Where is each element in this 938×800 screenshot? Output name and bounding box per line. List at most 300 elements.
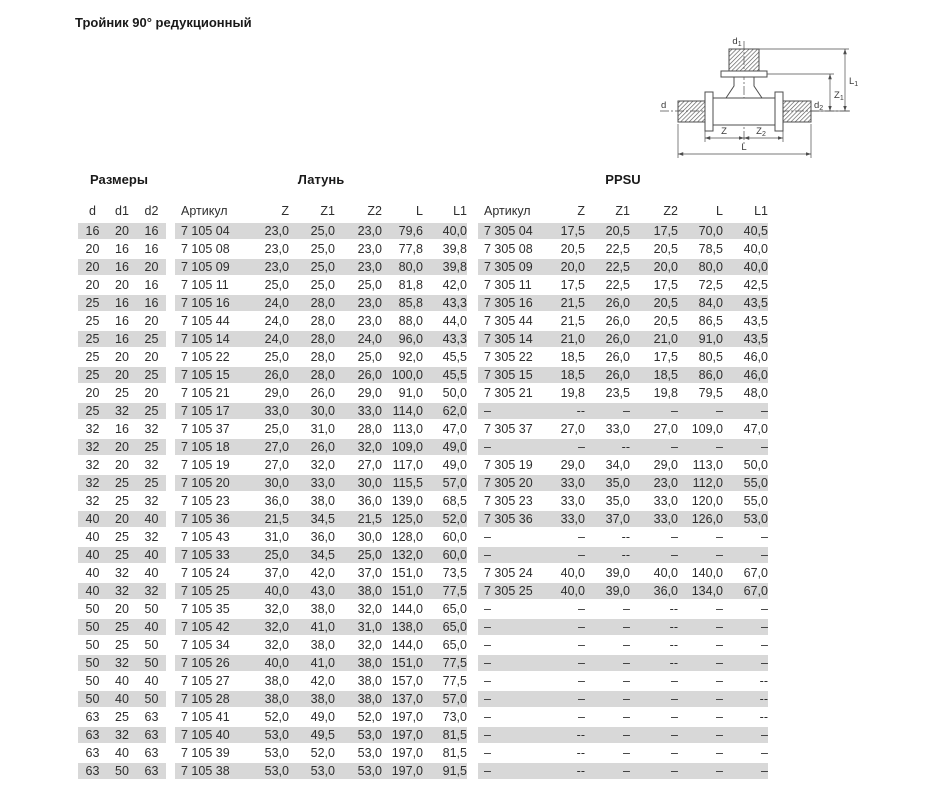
cell: 32 [107, 582, 137, 600]
table-row [78, 510, 166, 528]
cell: 21,5 [548, 294, 585, 312]
cell: 25,0 [289, 240, 335, 258]
cell: 25,0 [253, 546, 289, 564]
table-row [175, 726, 467, 744]
cell: 25 [107, 474, 137, 492]
cell: 57,0 [423, 474, 467, 492]
group-header-brass: Латунь [297, 172, 345, 187]
cell: 63 [78, 708, 107, 726]
label-d1: $d_1$ [732, 36, 742, 48]
cell: 7 105 44 [175, 312, 253, 330]
cell: 32,0 [253, 636, 289, 654]
cell: 25 [137, 438, 166, 456]
cell: 50 [78, 672, 107, 690]
cell: 63 [78, 762, 107, 780]
cell: – [630, 726, 678, 744]
cell: – [630, 744, 678, 762]
cell: 36,0 [335, 492, 382, 510]
cell: 20 [107, 438, 137, 456]
cell: 49,5 [289, 726, 335, 744]
cell: 125,0 [382, 510, 423, 528]
cell: – [585, 708, 630, 726]
cell: 25,0 [335, 546, 382, 564]
table-row [78, 618, 166, 636]
cell: 197,0 [382, 708, 423, 726]
cell: 72,5 [678, 276, 723, 294]
cell: 40 [137, 564, 166, 582]
cell: 77,5 [423, 672, 467, 690]
cell: 7 305 14 [478, 330, 548, 348]
cell: – [548, 528, 585, 546]
cell: 40,0 [723, 258, 768, 276]
table-row [175, 762, 467, 780]
cell: 17,5 [630, 276, 678, 294]
cell: – [678, 672, 723, 690]
table-row [478, 402, 768, 420]
cell: 137,0 [382, 690, 423, 708]
cell: – [585, 744, 630, 762]
label-d2: $d_2$ [814, 100, 824, 112]
cell: 29,0 [253, 384, 289, 402]
table-row [478, 636, 768, 654]
table-row [78, 690, 166, 708]
cell: 50 [137, 690, 166, 708]
cell: – [478, 636, 548, 654]
cell: 81,5 [423, 726, 467, 744]
cell: 88,0 [382, 312, 423, 330]
cell: 85,8 [382, 294, 423, 312]
cell: 25 [137, 366, 166, 384]
cell: 30,0 [253, 474, 289, 492]
cell: 79,6 [382, 223, 423, 240]
cell: 80,5 [678, 348, 723, 366]
column-header: Артикул [181, 204, 228, 218]
cell: 16 [137, 240, 166, 258]
cell: 23,0 [335, 294, 382, 312]
table-row [175, 708, 467, 726]
table-row [175, 672, 467, 690]
table-row [78, 708, 166, 726]
table-row [78, 528, 166, 546]
cell: 32 [137, 456, 166, 474]
cell: – [630, 762, 678, 780]
table-row [175, 402, 467, 420]
table-row [78, 582, 166, 600]
cell: 53,0 [253, 744, 289, 762]
cell: -- [585, 438, 630, 456]
cell: – [678, 600, 723, 618]
table-row [78, 223, 166, 240]
table-row [478, 744, 768, 762]
cell: 91,5 [423, 762, 467, 780]
cell: 81,8 [382, 276, 423, 294]
cell: – [723, 600, 768, 618]
cell: 23,0 [335, 312, 382, 330]
cell: 7 305 08 [478, 240, 548, 258]
cell: 7 105 17 [175, 402, 253, 420]
column-header: Z1 [320, 204, 335, 218]
table-row [478, 708, 768, 726]
cell: – [723, 618, 768, 636]
cell: 81,5 [423, 744, 467, 762]
cell: 20 [107, 456, 137, 474]
cell: 68,5 [423, 492, 467, 510]
cell: 25 [78, 348, 107, 366]
cell: 39,8 [423, 258, 467, 276]
cell: 21,5 [548, 312, 585, 330]
table-row [478, 618, 768, 636]
cell: – [723, 546, 768, 564]
cell: -- [548, 762, 585, 780]
cell: – [723, 636, 768, 654]
cell: 24,0 [335, 330, 382, 348]
cell: 25 [78, 312, 107, 330]
cell: 20 [78, 384, 107, 402]
cell: 65,0 [423, 636, 467, 654]
cell: 40 [78, 582, 107, 600]
table-row [175, 223, 467, 240]
cell: 21,0 [630, 330, 678, 348]
cell: 32 [107, 726, 137, 744]
group-header-ppsu: PPSU [605, 172, 641, 187]
table-row [478, 726, 768, 744]
cell: 23,0 [335, 240, 382, 258]
header-row [478, 194, 768, 223]
cell: 33,0 [548, 492, 585, 510]
cell: 7 305 37 [478, 420, 548, 438]
table-row [478, 258, 768, 276]
cell: – [478, 690, 548, 708]
cell: – [630, 528, 678, 546]
cell: 7 305 24 [478, 564, 548, 582]
cell: -- [630, 636, 678, 654]
table-row [78, 474, 166, 492]
cell: 53,0 [253, 726, 289, 744]
cell: 63 [137, 744, 166, 762]
cell: 28,0 [289, 330, 335, 348]
cell: 7 105 41 [175, 708, 253, 726]
cell: 20 [137, 312, 166, 330]
table-row [478, 420, 768, 438]
cell: 20 [78, 276, 107, 294]
cell: 40,5 [723, 223, 768, 240]
cell: 40 [137, 672, 166, 690]
cell: 40,0 [723, 240, 768, 258]
cell: 26,0 [335, 366, 382, 384]
label-z1: $Z_1$ [834, 90, 844, 102]
cell: 109,0 [382, 438, 423, 456]
cell: 73,0 [423, 708, 467, 726]
cell: 49,0 [423, 438, 467, 456]
cell: – [478, 528, 548, 546]
cell: 63 [137, 726, 166, 744]
cell: 151,0 [382, 582, 423, 600]
cell: 16 [107, 240, 137, 258]
cell: 112,0 [678, 474, 723, 492]
cell: 43,5 [723, 312, 768, 330]
cell: 20 [107, 600, 137, 618]
cell: 25,0 [289, 223, 335, 240]
cell: 25 [78, 294, 107, 312]
cell: 45,5 [423, 348, 467, 366]
cell: -- [585, 546, 630, 564]
cell: 77,8 [382, 240, 423, 258]
cell: 22,5 [585, 258, 630, 276]
cell: – [723, 438, 768, 456]
cell: 40 [137, 546, 166, 564]
table-row [478, 456, 768, 474]
cell: 38,0 [335, 690, 382, 708]
cell: 7 105 20 [175, 474, 253, 492]
table-row [78, 258, 166, 276]
table-row [78, 240, 166, 258]
cell: 7 105 38 [175, 762, 253, 780]
table-row [78, 744, 166, 762]
cell: 7 305 16 [478, 294, 548, 312]
cell: 65,0 [423, 618, 467, 636]
cell: 16 [78, 223, 107, 240]
cell: 16 [107, 420, 137, 438]
table-row [478, 672, 768, 690]
cell: 7 105 39 [175, 744, 253, 762]
table-row [78, 456, 166, 474]
cell: 7 305 04 [478, 223, 548, 240]
cell: 7 105 21 [175, 384, 253, 402]
cell: -- [630, 618, 678, 636]
cell: 26,0 [585, 312, 630, 330]
cell: 27,0 [253, 456, 289, 474]
cell: 55,0 [723, 474, 768, 492]
cell: 25 [78, 330, 107, 348]
cell: 50 [78, 618, 107, 636]
cell: 50 [78, 654, 107, 672]
table-row [175, 294, 467, 312]
cell: 7 105 28 [175, 690, 253, 708]
cell: – [630, 708, 678, 726]
cell: – [585, 690, 630, 708]
cell: – [678, 546, 723, 564]
cell: 29,0 [630, 456, 678, 474]
cell: 20,0 [548, 258, 585, 276]
cell: 7 305 11 [478, 276, 548, 294]
cell: 23,0 [253, 240, 289, 258]
cell: 40 [107, 672, 137, 690]
column-header: Z1 [615, 204, 630, 218]
cell: 26,0 [289, 438, 335, 456]
cell: 53,0 [335, 762, 382, 780]
cell: 20 [107, 223, 137, 240]
cell: 20,5 [630, 294, 678, 312]
cell: 42,0 [423, 276, 467, 294]
cell: 29,0 [335, 384, 382, 402]
cell: 32 [137, 492, 166, 510]
cell: 67,0 [723, 582, 768, 600]
cell: 24,0 [253, 330, 289, 348]
sizes-table [78, 194, 166, 781]
cell: 126,0 [678, 510, 723, 528]
cell: 38,0 [289, 636, 335, 654]
cell: 32,0 [253, 600, 289, 618]
cell: 113,0 [678, 456, 723, 474]
cell: 27,0 [548, 420, 585, 438]
cell: -- [723, 690, 768, 708]
cell: 52,0 [289, 744, 335, 762]
table-row [78, 600, 166, 618]
table-row [175, 456, 467, 474]
table-row [478, 600, 768, 618]
table-row [478, 492, 768, 510]
cell: 114,0 [382, 402, 423, 420]
table-row [478, 366, 768, 384]
table-row [78, 276, 166, 294]
table-row [175, 384, 467, 402]
cell: – [678, 438, 723, 456]
cell: 40,0 [253, 654, 289, 672]
table-row [175, 546, 467, 564]
cell: 19,8 [548, 384, 585, 402]
cell: – [585, 618, 630, 636]
table-row [478, 276, 768, 294]
cell: 91,0 [382, 384, 423, 402]
cell: – [478, 402, 548, 420]
cell: 27,0 [253, 438, 289, 456]
cell: 78,5 [678, 240, 723, 258]
cell: 40,0 [548, 564, 585, 582]
cell: 117,0 [382, 456, 423, 474]
cell: – [548, 708, 585, 726]
table-row [478, 223, 768, 240]
cell: 16 [107, 294, 137, 312]
cell: 25 [107, 492, 137, 510]
cell: 77,5 [423, 654, 467, 672]
cell: 44,0 [423, 312, 467, 330]
cell: 40 [137, 618, 166, 636]
cell: 7 105 22 [175, 348, 253, 366]
cell: 25,0 [253, 420, 289, 438]
cell: 37,0 [585, 510, 630, 528]
cell: 50 [107, 762, 137, 780]
table-row [175, 492, 467, 510]
cell: 140,0 [678, 564, 723, 582]
cell: 28,0 [289, 294, 335, 312]
cell: 25 [137, 474, 166, 492]
cell: 23,0 [630, 474, 678, 492]
cell: 157,0 [382, 672, 423, 690]
table-row [175, 582, 467, 600]
cell: – [585, 654, 630, 672]
cell: – [630, 672, 678, 690]
cell: 23,0 [335, 258, 382, 276]
cell: – [548, 672, 585, 690]
left-thread [678, 101, 705, 122]
table-row [78, 330, 166, 348]
cell: 20 [107, 510, 137, 528]
cell: 79,5 [678, 384, 723, 402]
cell: -- [630, 600, 678, 618]
column-header: Z2 [367, 204, 382, 218]
cell: – [678, 402, 723, 420]
cell: 28,0 [289, 312, 335, 330]
cell: 50 [78, 636, 107, 654]
label-z: Z [721, 126, 727, 137]
cell: 7 305 15 [478, 366, 548, 384]
cell: 32 [137, 582, 166, 600]
cell: – [478, 726, 548, 744]
cell: 32 [137, 420, 166, 438]
cell: – [478, 672, 548, 690]
cell: – [548, 618, 585, 636]
cell: 53,0 [335, 726, 382, 744]
table-row [175, 600, 467, 618]
cell: 7 105 34 [175, 636, 253, 654]
cell: 80,0 [382, 258, 423, 276]
tee-fitting-drawing [648, 14, 883, 166]
cell: 18,5 [548, 348, 585, 366]
table-row [478, 312, 768, 330]
cell: 132,0 [382, 546, 423, 564]
cell: 32,0 [253, 618, 289, 636]
cell: 46,0 [723, 366, 768, 384]
cell: – [548, 636, 585, 654]
cell: 33,0 [630, 510, 678, 528]
cell: 32,0 [335, 438, 382, 456]
cell: 20,5 [548, 240, 585, 258]
table-row [478, 474, 768, 492]
table-row [175, 690, 467, 708]
cell: 7 105 26 [175, 654, 253, 672]
cell: 134,0 [678, 582, 723, 600]
cell: – [585, 726, 630, 744]
cell: 40 [78, 564, 107, 582]
cell: 30,0 [335, 528, 382, 546]
table-row [78, 546, 166, 564]
cell: 7 305 19 [478, 456, 548, 474]
cell: 38,0 [289, 600, 335, 618]
cell: 25,0 [289, 276, 335, 294]
cell: 35,0 [585, 492, 630, 510]
table-row [478, 762, 768, 780]
cell: 7 105 37 [175, 420, 253, 438]
cell: 144,0 [382, 636, 423, 654]
cell: – [478, 546, 548, 564]
page-title: Тройник 90° редукционный [75, 15, 252, 30]
header-row [175, 194, 467, 223]
cell: – [723, 762, 768, 780]
cell: 32,0 [335, 636, 382, 654]
cell: 43,0 [289, 582, 335, 600]
column-header: d1 [115, 204, 129, 218]
cell: 17,5 [548, 276, 585, 294]
cell: – [723, 402, 768, 420]
cell: 23,0 [253, 258, 289, 276]
cell: 25,0 [289, 258, 335, 276]
table-row [478, 654, 768, 672]
table-row [478, 438, 768, 456]
cell: 38,0 [289, 492, 335, 510]
cell: 40 [78, 510, 107, 528]
table-row [78, 492, 166, 510]
table-row [175, 330, 467, 348]
cell: – [478, 762, 548, 780]
cell: 96,0 [382, 330, 423, 348]
cell: -- [585, 528, 630, 546]
cell: 53,0 [253, 762, 289, 780]
cell: 57,0 [423, 690, 467, 708]
table-row [78, 636, 166, 654]
cell: – [478, 654, 548, 672]
cell: 197,0 [382, 726, 423, 744]
cell: 144,0 [382, 600, 423, 618]
